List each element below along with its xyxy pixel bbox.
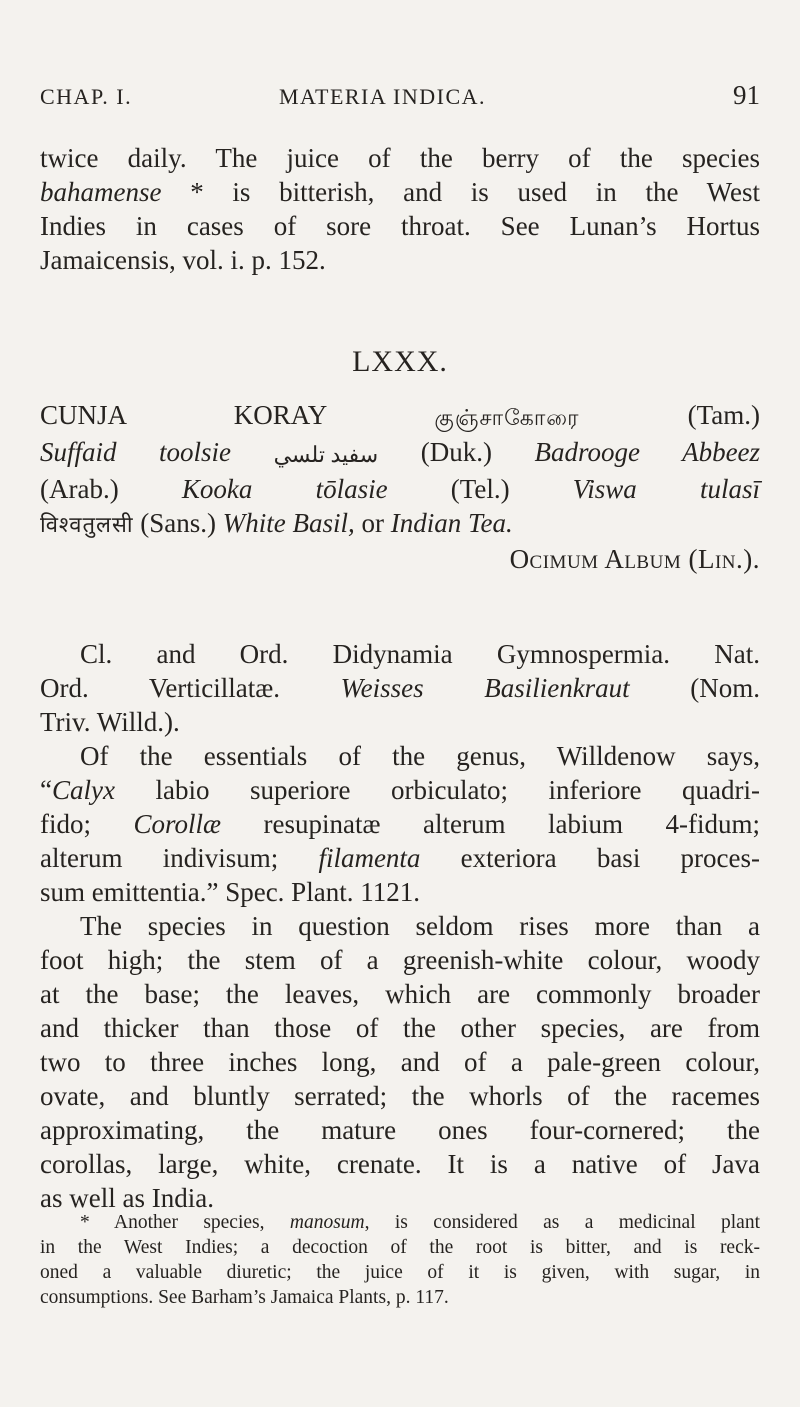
footnote-line: oned a valuable diuretic; the juice of it is given, with sugar, in bbox=[40, 1262, 760, 1283]
text-line: and thicker than those of the other species, are from bbox=[40, 1013, 760, 1043]
name-line bbox=[40, 472, 760, 506]
tamil-name: CUNJA KORAY bbox=[40, 400, 327, 430]
language-tag: (Tel.) bbox=[450, 473, 510, 504]
text-line: bahamense * is bitterish, and is used in the West bbox=[40, 177, 760, 207]
text-line: two to three inches long, and of a pale-green colour, bbox=[40, 1047, 760, 1077]
plant-names-block bbox=[40, 398, 760, 576]
text-line: Cl. and Ord. Didynamia Gymnospermia. Nat. bbox=[80, 639, 760, 669]
text-line: twice daily. The juice of the berry of the species bbox=[40, 143, 760, 173]
text-line: Of the essentials of the genus, Willdenow says, bbox=[80, 741, 760, 771]
text-line: alterum indivisum; filamenta exteriora basi proces- bbox=[40, 843, 760, 873]
section-number: LXXX. bbox=[352, 345, 448, 378]
text-line: The species in question seldom rises more than a bbox=[80, 911, 760, 941]
text-line: at the base; the leaves, which are commonly broader bbox=[40, 979, 760, 1009]
text-line: “Calyx labio superiore orbiculato; inferiore quadri- bbox=[40, 775, 760, 805]
footnote-line: in the West Indies; a decoction of the root is bitter, and is reck- bbox=[40, 1237, 760, 1258]
linnaean-name: Ocimum Album (Lin.). bbox=[509, 544, 760, 575]
language-tag: (Sans.) bbox=[140, 507, 217, 538]
language-tag: (Arab.) bbox=[40, 473, 119, 504]
intro-paragraph bbox=[40, 141, 760, 277]
text-line: Ord. Verticillatæ. Weisses Basilienkraut (Nom. bbox=[40, 673, 761, 703]
language-tag: (Tam.) bbox=[687, 400, 760, 430]
text-line: fido; Corollæ resupinatæ alterum labium 4-fidum; bbox=[40, 809, 761, 839]
arabic-script: سفيد تلسي bbox=[273, 441, 379, 467]
species-name: manosum bbox=[289, 1212, 365, 1233]
text-line: Indies in cases of sore throat. See Lunan’s Hortus bbox=[40, 211, 760, 241]
footnote-line: * Another species, manosum, is considered as a medicinal plant bbox=[80, 1212, 760, 1233]
name-line: विश्वतुलसी (Sans.) White Basil, or Indian Tea. bbox=[40, 506, 760, 543]
running-header bbox=[40, 80, 760, 118]
running-title: MATERIA INDICA. bbox=[279, 84, 487, 109]
devanagari-script: विश्वतुलसी bbox=[40, 512, 134, 538]
tamil-script: குஞ்சாகோரை bbox=[434, 404, 580, 430]
footnote-line: consumptions. See Barham’s Jamaica Plants, p. 117. bbox=[40, 1287, 449, 1308]
page-number: 91 bbox=[733, 80, 760, 110]
text-line: approximating, the mature ones four-cornered; the bbox=[40, 1115, 760, 1145]
text-line: sum emittentia.” Spec. Plant. 1121. bbox=[40, 877, 420, 907]
description-text bbox=[40, 637, 760, 1215]
species-name: bahamense bbox=[40, 177, 162, 207]
hindustani-name: Suffaid toolsie bbox=[40, 436, 232, 467]
name-line bbox=[40, 435, 760, 472]
text-line: Jamaicensis, vol. i. p. 152. bbox=[40, 245, 326, 275]
chapter-label: CHAP. I. bbox=[40, 84, 133, 109]
name-line bbox=[40, 398, 760, 435]
language-tag: (Duk.) bbox=[420, 436, 492, 467]
telugu-name: Kooka tōlasie bbox=[181, 473, 388, 504]
german-name: Weisses Basilienkraut bbox=[340, 673, 630, 703]
english-name: Indian Tea. bbox=[390, 507, 513, 538]
text-line: ovate, and bluntly serrated; the whorls of the racemes bbox=[40, 1081, 760, 1111]
footnote bbox=[40, 1210, 760, 1310]
text-line: Triv. Willd.). bbox=[40, 707, 180, 737]
english-name: White Basil, bbox=[222, 507, 355, 538]
text-line: corollas, large, white, crenate. It is a native of Java bbox=[40, 1149, 760, 1179]
sanskrit-name: Viswa tulasī bbox=[572, 473, 760, 504]
text-line: as well as India. bbox=[40, 1183, 214, 1213]
text-line: foot high; the stem of a greenish-white colour, woody bbox=[40, 945, 760, 975]
arabic-name: Badrooge Abbeez bbox=[534, 436, 761, 467]
